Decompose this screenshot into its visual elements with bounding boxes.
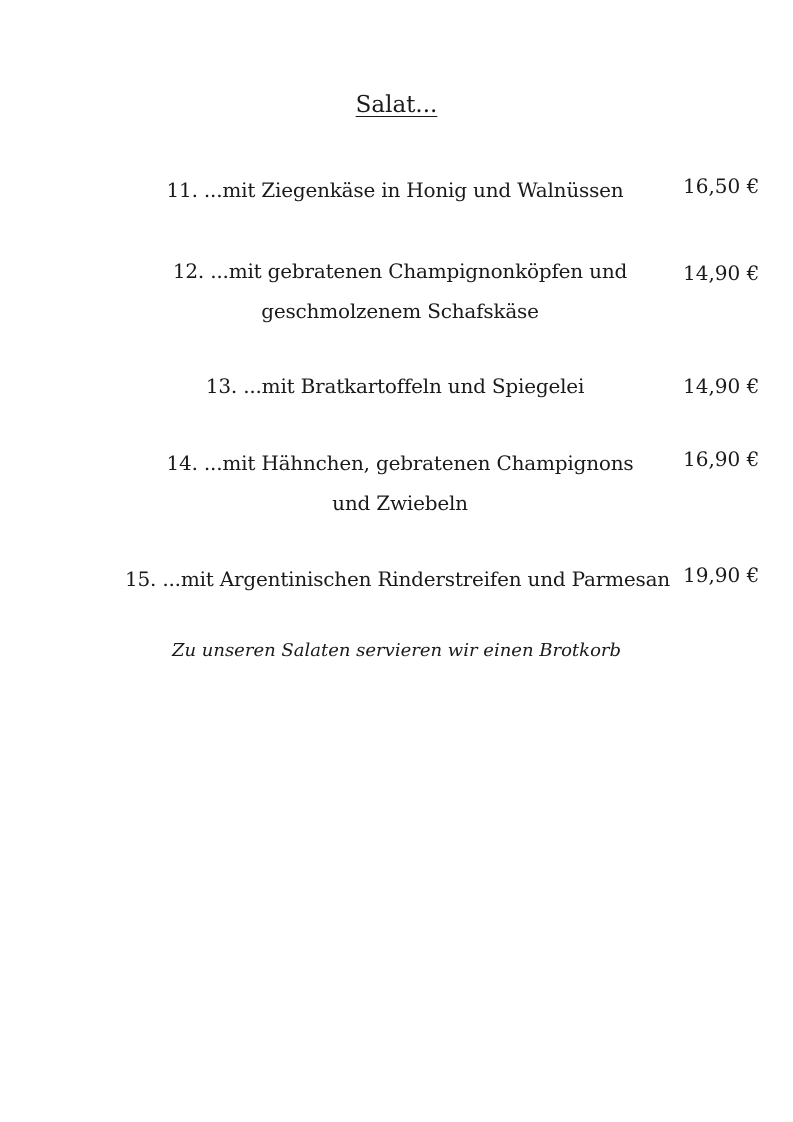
menu-item-description (160, 170, 630, 210)
menu-item-description (130, 443, 670, 523)
menu-item-line: 15. ...mit Argentinischen Rinderstreifen und Parmesan (125, 567, 670, 591)
menu-item-line: 14. ...mit Hähnchen, gebratenen Champignons (166, 451, 634, 475)
menu-item-description (150, 251, 650, 331)
menu-footnote: Zu unseren Salaten servieren wir einen Brotkorb (171, 640, 622, 661)
menu-item-line: und Zwiebeln (332, 491, 468, 515)
menu-item-price: 16,50 € (683, 174, 760, 198)
menu-item-price: 16,90 € (683, 447, 760, 471)
menu-item-price: 14,90 € (683, 261, 760, 285)
menu-item-description (110, 559, 685, 599)
menu-item-line: 12. ...mit gebratenen Champignonköpfen und (172, 259, 628, 283)
menu-item-line: 11. ...mit Ziegenkäse in Honig und Walnüssen (166, 178, 624, 202)
menu-item-price: 19,90 € (683, 563, 760, 587)
menu-item-line: geschmolzenem Schafskäse (261, 299, 539, 323)
menu-item-price: 14,90 € (683, 374, 760, 398)
menu-section-title: Salat... (355, 92, 438, 118)
menu-item-description (160, 366, 630, 406)
menu-item-line: 13. ...mit Bratkartoffeln und Spiegelei (205, 374, 585, 398)
